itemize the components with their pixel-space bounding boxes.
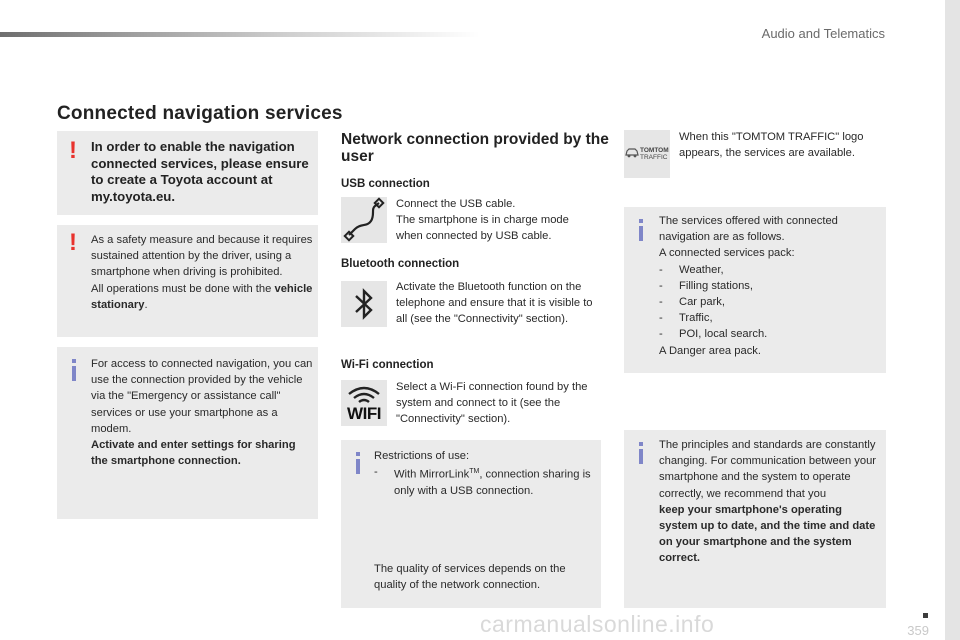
info-panel-services: [624, 207, 886, 373]
tomtom-text: When this "TOMTOM TRAFFIC" logo appears, the services are available.: [679, 131, 864, 160]
bluetooth-icon-box: [341, 281, 387, 327]
info-icon: [72, 366, 76, 381]
warning-panel-account: [57, 131, 318, 215]
warning-safety-text: [91, 232, 313, 313]
page-number-dot: [923, 613, 928, 618]
info-connection-body: For access to connected navigation, you can use the connection provided by the vehicle via the "Emergency or assistance call" services or use your smartphone as a modem.: [91, 358, 313, 435]
list-item: - Filling stations,: [659, 278, 877, 294]
safety-bold: vehicle stationary: [91, 282, 313, 311]
bluetooth-title: Bluetooth connection: [341, 258, 460, 270]
restrictions-text: [374, 448, 594, 499]
list-item: - Weather,: [659, 262, 877, 278]
restrictions-intro: Restrictions of use:: [374, 450, 470, 462]
usb-cable-icon: [341, 197, 387, 243]
wifi-title: Wi-Fi connection: [341, 359, 434, 371]
restriction-rest: , connection sharing is only with a USB connection.: [394, 468, 591, 498]
safety-text-2: [91, 281, 313, 313]
info-icon: [639, 226, 643, 241]
network-section-title: Network connection provided by the user: [341, 131, 609, 165]
services-intro: The services offered with connected navigation are as follows.: [659, 215, 838, 244]
info-panel-connection: [57, 347, 318, 519]
safety-end: .: [144, 298, 148, 311]
restriction-prefix: With MirrorLink: [394, 468, 470, 481]
list-item: [374, 464, 594, 499]
wifi-icon-box: [341, 380, 387, 426]
bluetooth-text: Activate the Bluetooth function on the telephone and ensure that it is visible to all (see the "Connectivity" section).: [396, 281, 593, 326]
services-danger: A Danger area pack.: [659, 344, 761, 357]
page-title: Connected navigation services: [57, 103, 343, 124]
services-list: [659, 262, 877, 343]
info-icon: [639, 449, 643, 464]
usb-line2: The smartphone is in charge mode when connected by USB cable.: [396, 214, 569, 243]
principles-body: The principles and standards are constantly changing. For communication between your smartphone and the system to operate correctly, we recommend that you: [659, 439, 877, 500]
list-item: - POI, local search.: [659, 326, 877, 342]
list-item: - Car park,: [659, 294, 877, 310]
info-panel-principles: [624, 430, 886, 608]
warning-panel-safety: [57, 225, 318, 337]
tomtom-logo-box: [624, 130, 670, 178]
safety-text-2a: All operations must be done with the: [91, 282, 275, 295]
principles-text: [659, 437, 877, 567]
info-panel-restrictions: [341, 440, 601, 608]
bluetooth-icon: [341, 281, 387, 327]
watermark: carmanualsonline.info: [480, 611, 715, 637]
list-item: - Traffic,: [659, 310, 877, 326]
wifi-icon-label: WIFI: [347, 404, 381, 423]
info-connection-text: [91, 356, 315, 469]
info-icon-dot: [356, 452, 360, 456]
warning-account-text: In order to enable the navigation connected services, please ensure to create a Toyota account at my.toyota.eu.: [91, 139, 309, 204]
tomtom-logo-line2: TRAFFIC: [640, 154, 668, 161]
principles-bold: keep your smartphone's operating system up to date, and the time and date on your smartphone and the system correct.: [659, 503, 876, 565]
car-icon: [625, 145, 639, 159]
info-icon-dot: [639, 219, 643, 223]
section-header: Audio and Telematics: [761, 26, 885, 41]
safety-text: As a safety measure and because it requires sustained attention by the driver, using a smartphone when driving is prohibited.: [91, 234, 313, 279]
wifi-text: Select a Wi-Fi connection found by the system and connect to it (see the "Connectivity" section).: [396, 381, 588, 426]
restrictions-list: [374, 464, 594, 499]
info-icon-dot: [639, 442, 643, 446]
page-number: 359: [907, 623, 929, 638]
usb-cable-icon-box: [341, 197, 387, 243]
warning-icon: !: [69, 229, 77, 256]
info-icon-dot: [72, 359, 76, 363]
page-edge-strip: [945, 0, 960, 640]
usb-title: USB connection: [341, 178, 430, 190]
services-text: [659, 213, 877, 359]
services-pack-title: A connected services pack:: [659, 247, 795, 260]
header-gradient-bar: [0, 32, 480, 37]
info-icon: [356, 459, 360, 474]
usb-text: [396, 196, 596, 245]
usb-line1: Connect the USB cable.: [396, 198, 516, 210]
trademark: TM: [469, 468, 480, 476]
warning-icon: !: [69, 137, 77, 164]
quality-text: The quality of services depends on the quality of the network connection.: [374, 563, 566, 592]
info-connection-bold: Activate and enter settings for sharing the smartphone connection.: [91, 439, 296, 468]
tomtom-logo-line1: TOMTOM: [640, 147, 669, 154]
